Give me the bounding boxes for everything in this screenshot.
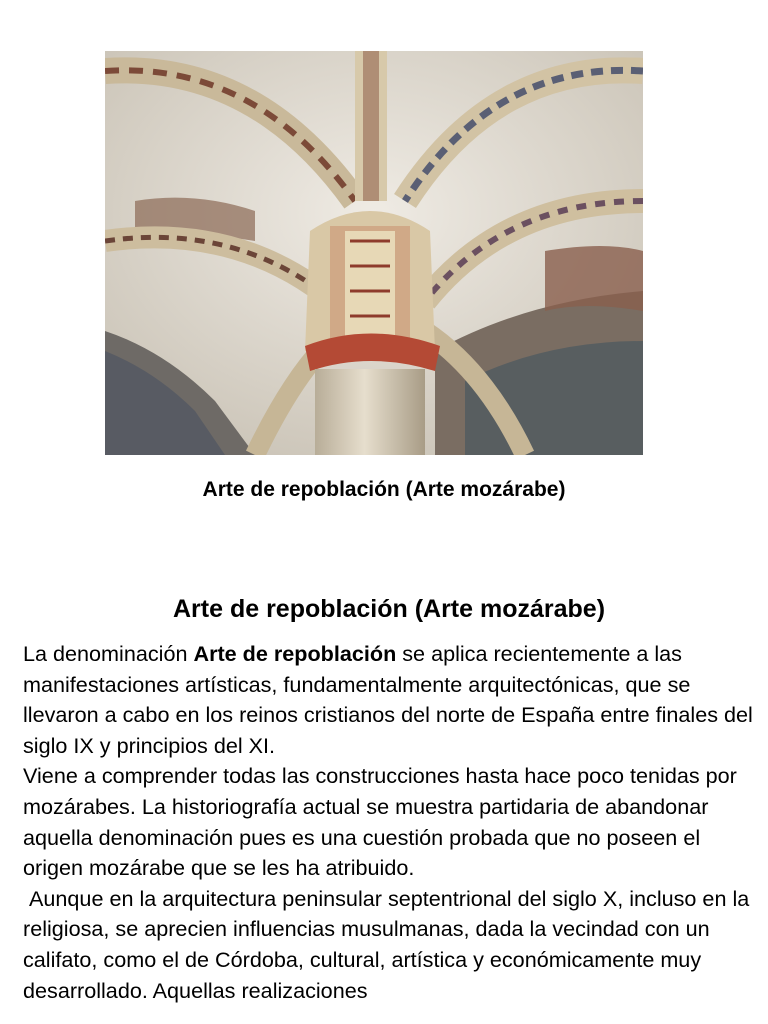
section-heading: Arte de repoblación (Arte mozárabe) [172,595,606,623]
paragraph-1-lead: La denominación [23,641,194,666]
body-text [23,639,753,1006]
paragraph-1 [23,639,753,761]
figure-caption: Arte de repoblación (Arte mozárabe) [202,478,566,501]
paragraph-2: Viene a comprender todas las construcciones hasta hace poco tenidas por mozárabes. La historiografía actual se muestra partidaria de abandonar aquella denominación pues es una cuestión probada que no poseen el origen mozárabe que se les ha atribuido. [23,763,737,881]
vault-illustration [105,51,643,455]
paragraph-1-bold-term: Arte de repoblación [193,641,397,666]
paragraph-3: Aunque en la arquitectura peninsular septentrional del siglo X, incluso en la religiosa, se aprecien influencias musulmanas, dada la vecindad con un califato, como el de Córdoba, cultural, artística y económicamente muy desarrollado. Aquellas realizaciones [23,885,750,1003]
paragraph-1-rest: se aplica recientemente a las manifestaciones artísticas, fundamentalmente arquitectónicas, que se llevaron a cabo en los reinos cristianos del norte de España entre finales del siglo IX y principios del XI. [23,641,753,758]
vault-photo [105,51,643,455]
